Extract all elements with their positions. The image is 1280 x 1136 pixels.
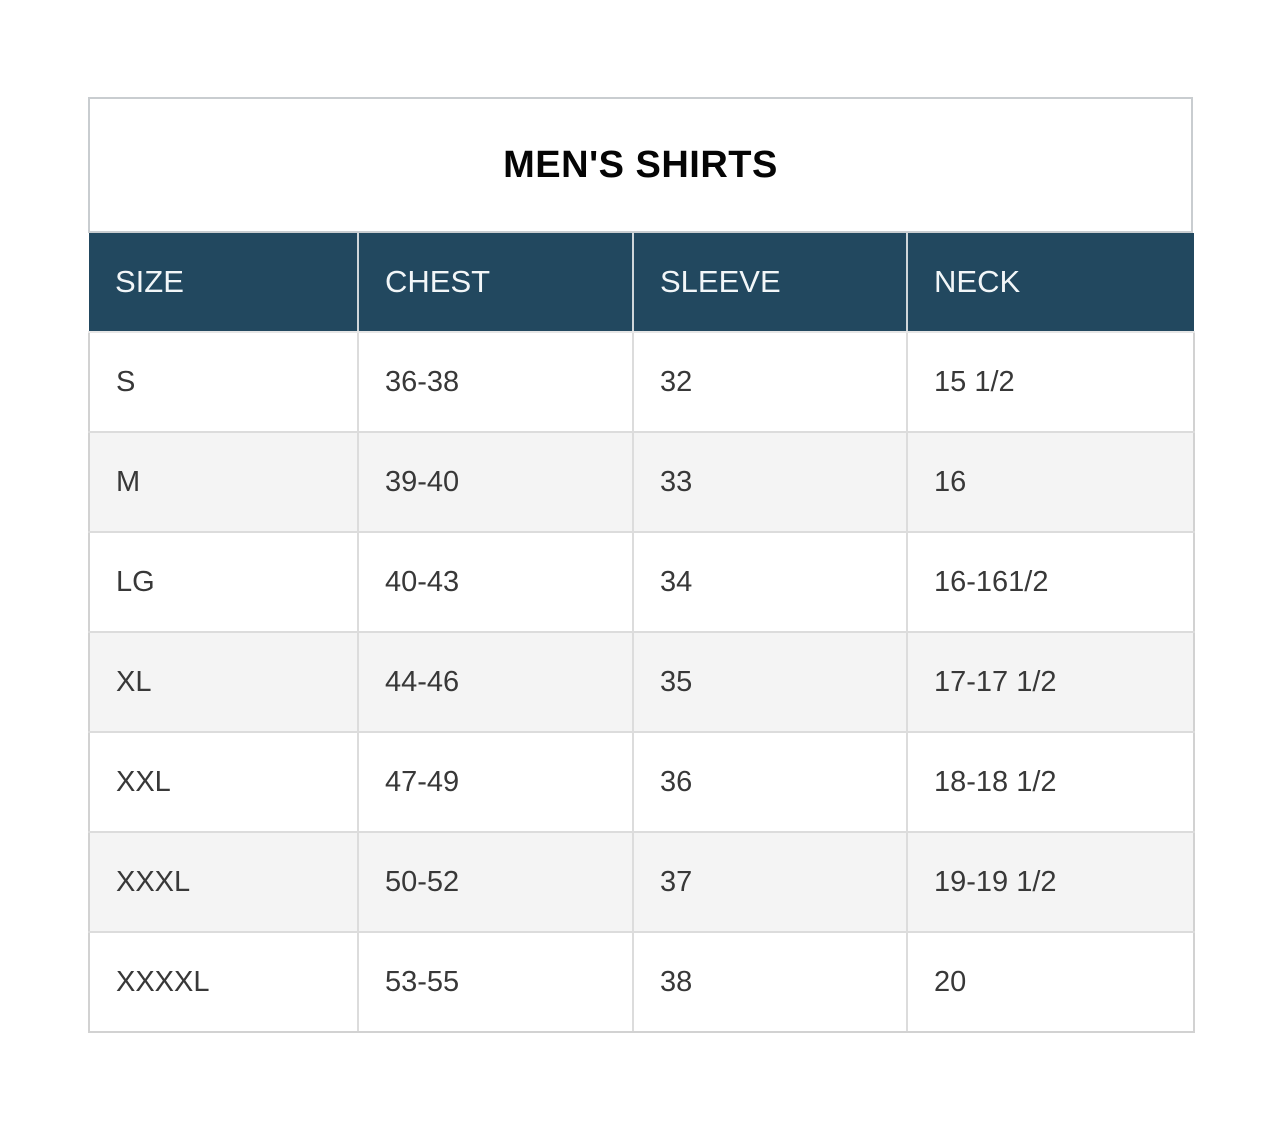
table-row-xxl bbox=[89, 732, 1194, 832]
table-row-lg bbox=[89, 532, 1194, 632]
table-row-xxxl bbox=[89, 832, 1194, 932]
table-body bbox=[89, 332, 1194, 1032]
cell-sleeve: 38 bbox=[633, 932, 907, 1032]
cell-neck: 16 bbox=[907, 432, 1194, 532]
table-row-m bbox=[89, 432, 1194, 532]
cell-chest: 50-52 bbox=[358, 832, 633, 932]
cell-neck: 15 1/2 bbox=[907, 332, 1194, 432]
size-chart bbox=[88, 97, 1193, 1033]
cell-chest: 44-46 bbox=[358, 632, 633, 732]
cell-chest: 40-43 bbox=[358, 532, 633, 632]
cell-size: XL bbox=[89, 632, 358, 732]
column-header-chest: CHEST bbox=[358, 233, 633, 332]
cell-size: S bbox=[89, 332, 358, 432]
cell-chest: 36-38 bbox=[358, 332, 633, 432]
cell-neck: 20 bbox=[907, 932, 1194, 1032]
chart-title-band bbox=[88, 97, 1193, 233]
cell-sleeve: 36 bbox=[633, 732, 907, 832]
table-row-xl bbox=[89, 632, 1194, 732]
cell-sleeve: 34 bbox=[633, 532, 907, 632]
cell-neck: 18-18 1/2 bbox=[907, 732, 1194, 832]
cell-sleeve: 32 bbox=[633, 332, 907, 432]
cell-chest: 39-40 bbox=[358, 432, 633, 532]
column-header-sleeve: SLEEVE bbox=[633, 233, 907, 332]
cell-neck: 17-17 1/2 bbox=[907, 632, 1194, 732]
cell-sleeve: 37 bbox=[633, 832, 907, 932]
column-header-neck: NECK bbox=[907, 233, 1194, 332]
chart-title: MEN'S SHIRTS bbox=[503, 143, 778, 186]
cell-size: XXXL bbox=[89, 832, 358, 932]
cell-sleeve: 33 bbox=[633, 432, 907, 532]
cell-size: LG bbox=[89, 532, 358, 632]
table-row-s bbox=[89, 332, 1194, 432]
size-table bbox=[88, 233, 1195, 1033]
cell-size: XXL bbox=[89, 732, 358, 832]
column-header-size: SIZE bbox=[89, 233, 358, 332]
cell-sleeve: 35 bbox=[633, 632, 907, 732]
cell-size: XXXXL bbox=[89, 932, 358, 1032]
header-row bbox=[89, 233, 1194, 332]
cell-size: M bbox=[89, 432, 358, 532]
cell-chest: 47-49 bbox=[358, 732, 633, 832]
cell-neck: 19-19 1/2 bbox=[907, 832, 1194, 932]
table-row-xxxxl bbox=[89, 932, 1194, 1032]
cell-chest: 53-55 bbox=[358, 932, 633, 1032]
cell-neck: 16-161/2 bbox=[907, 532, 1194, 632]
